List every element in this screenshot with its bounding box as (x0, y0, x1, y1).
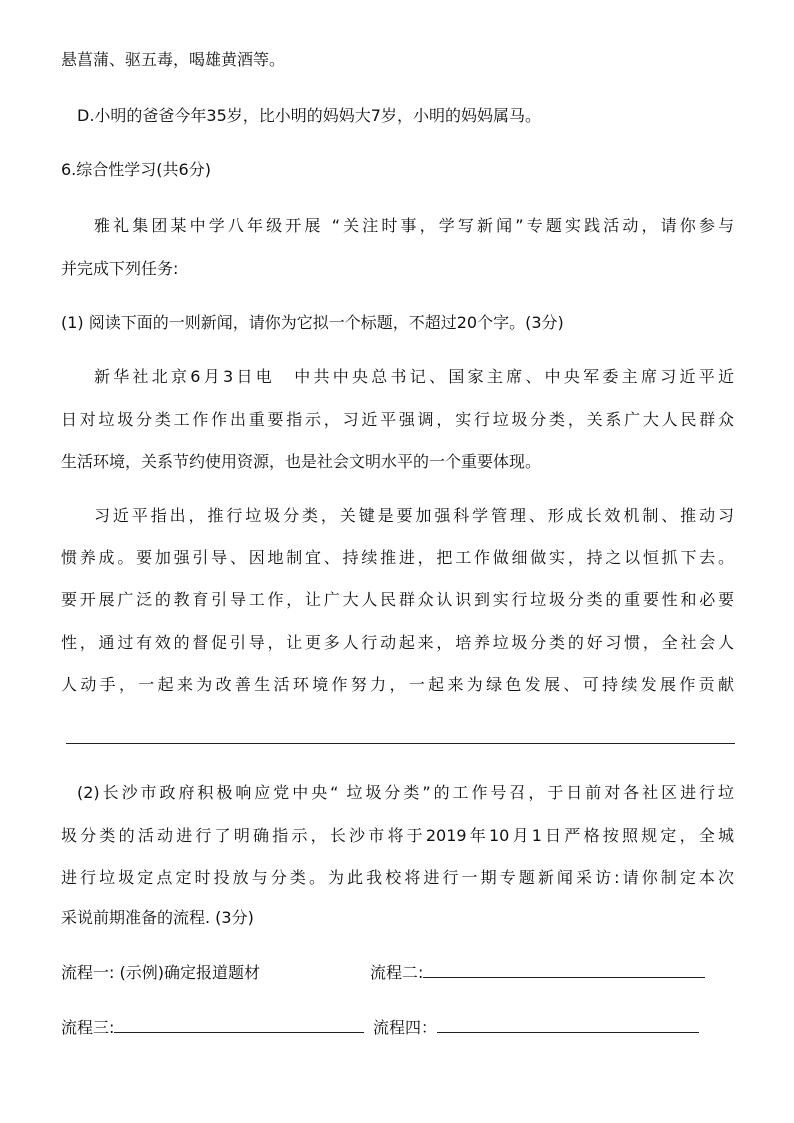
question-2-line: 圾分类的活动进行了明确指示，长沙市将于2019年10月1日严格按照规定，全城 (61, 826, 734, 845)
flow-step-4-blank[interactable] (437, 1018, 699, 1033)
news-line: 日对垃圾分类工作作出重要指示，习近平强调，实行垃圾分类，关系广大人民群众 (61, 410, 734, 429)
flow-step-2-blank[interactable] (423, 963, 705, 978)
question-2: (2)长沙市政府积极响应党中央“ 垃圾分类”的工作号召，于日前对各社区进行垃 (77, 783, 734, 802)
text-line: 悬菖蒲、驱五毒，喝雄黄酒等。 (61, 50, 286, 69)
news-line: 要开展广泛的教育引导工作，让广大人民群众认识到实行垃圾分类的重要性和必要 (61, 590, 734, 609)
news-line: 生活环境，关系节约使用资源，也是社会文明水平的一个重要体现。 (61, 452, 542, 471)
news-line: 习近平指出，推行垃圾分类，关键是要加强科学管理、形成长效机制、推动习 (94, 506, 734, 525)
flow-step-4-label: 流程四： (373, 1018, 438, 1037)
section-heading: 6.综合性学习(共6分) (61, 160, 211, 179)
question-2-line: 采说前期准备的流程. (3分) (61, 908, 254, 927)
answer-line-title[interactable] (66, 743, 735, 744)
text-line: 雅礼集团某中学八年级开展 “关注时事，学写新闻”专题实践活动，请你参与 (94, 216, 734, 235)
flow-step-3-blank[interactable] (114, 1018, 364, 1033)
news-line: 惯养成。要加强引导、因地制宜、持续推进，把工作做细做实，持之以恒抓下去。 (61, 548, 734, 567)
flow-step-4 (373, 1018, 699, 1038)
news-line: 新华社北京6月3日电 中共中央总书记、国家主席、中央军委主席习近平近 (94, 367, 734, 386)
flow-step-2 (370, 963, 705, 983)
text-line: 并完成下列任务: (61, 259, 179, 278)
flow-step-2-label: 流程二: (370, 963, 424, 982)
question-2-line: 进行垃圾定点定时投放与分类。为此我校将进行一期专题新闻采访:请你制定本次 (61, 868, 734, 887)
news-line: 性，通过有效的督促引导，让更多人行动起来，培养垃圾分类的好习惯，全社会人 (61, 633, 734, 652)
news-line: 人动手，一起来为改善生活环境作努力，一起来为绿色发展、可持续发展作贡献 (61, 675, 734, 694)
flow-step-3 (61, 1018, 364, 1038)
flow-step-1: 流程一: (示例)确定报道题材 (61, 963, 260, 982)
option-d: D.小明的爸爸今年35岁，比小明的妈妈大7岁，小明的妈妈属马。 (77, 106, 541, 125)
flow-step-3-label: 流程三: (61, 1018, 115, 1037)
question-1: (1) 阅读下面的一则新闻，请你为它拟一个标题，不超过20个字。(3分) (61, 313, 564, 332)
